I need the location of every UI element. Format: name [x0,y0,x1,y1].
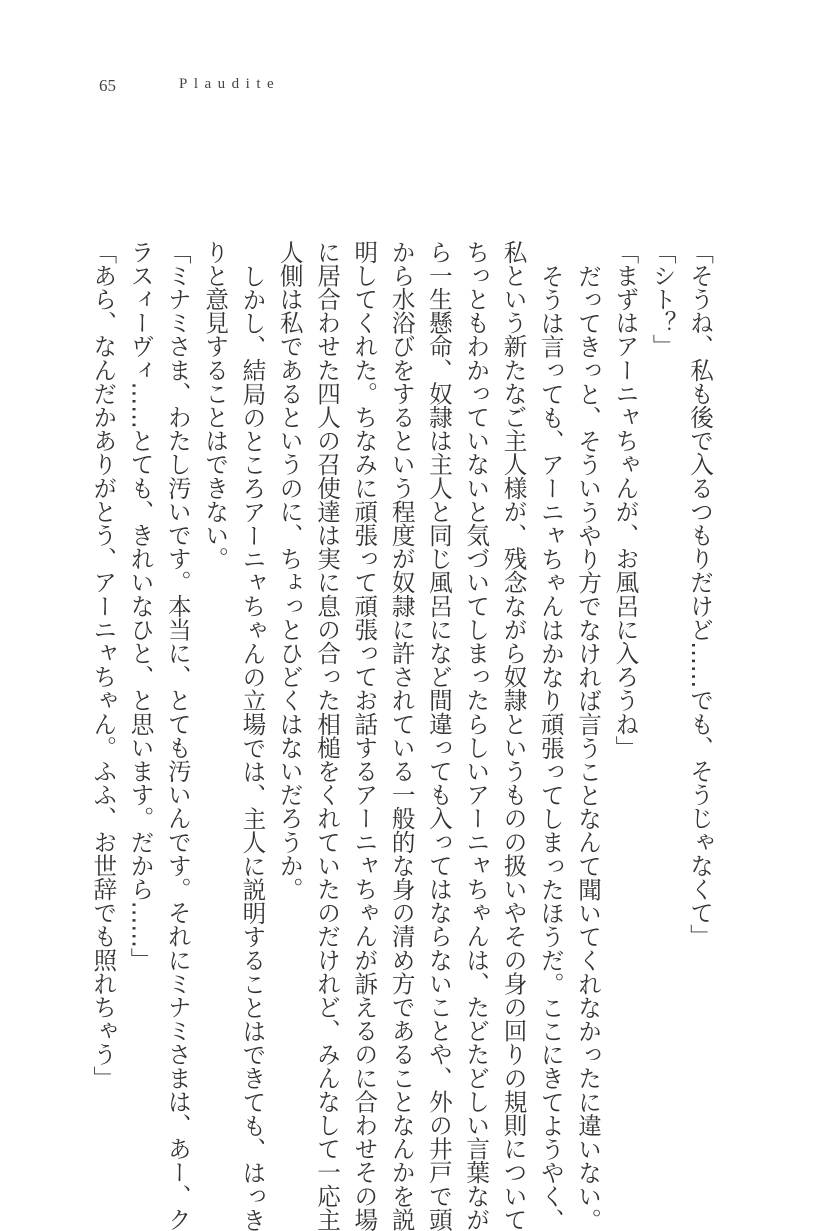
text-line: ちっともわかっていないと気づいてしまったらしいアーニャちゃんは、たどたどしい言葉なが [462,240,491,1231]
text-line: 「シト？」 [648,240,677,358]
vertical-body-text [84,240,718,1231]
running-title: Plaudite [179,76,281,92]
text-line: ラスィーヴィ……とても、きれいなひと、と思います。だから……」 [126,240,155,972]
text-line: 人側は私であるというのに、ちょっとひどくはないだろうか。 [275,240,304,901]
page-number: 65 [99,76,116,95]
text-line: だってきっと、そういうやり方でなければ言うことなんて聞いてくれなかったに違いない。 [574,263,603,1231]
text-line: そうは言っても、アーニャちゃんはかなり頑張ってしまったほうだ。ここにきてようやく、 [536,263,565,1231]
text-line: に居合わせた四人の召使達は実に息の合った相槌をくれていたのだけれど、みんなして一応主 [313,240,342,1231]
text-line: ら一生懸命、奴隷は主人と同じ風呂になど間違っても入ってはならないことや、外の井戸で頭 [424,240,453,1231]
text-line: りと意見することはできない。 [201,240,230,571]
text-line: から水浴びをするという程度が奴隷に許されている一般的な身の清め方であることなんかを説 [387,240,416,1231]
text-line: しかし、結局のところアーニャちゃんの立場では、主人に説明することはできても、はっき [238,263,267,1231]
text-line: 「まずはアーニャちゃんが、お風呂に入ろうね」 [611,240,640,760]
text-line: 「ミナミさま、わたし汚いです。本当に、とても汚いんです。それにミナミさまは、あー、ク [163,240,192,1231]
text-line: 「そうね、私も後で入るつもりだけど……でも、そうじゃなくて」 [686,240,714,948]
text-line: 「あら、なんだかありがとう、アーニャちゃん。ふふ、お世辞でも照れちゃう」 [89,240,118,1090]
text-line: 明してくれた。ちなみに頑張って頑張ってお話するアーニャちゃんが訴えるのに合わせその場 [350,240,379,1231]
text-line: 私という新たなご主人様が、残念ながら奴隷というものの扱いやその身の回りの規則について [499,240,528,1231]
